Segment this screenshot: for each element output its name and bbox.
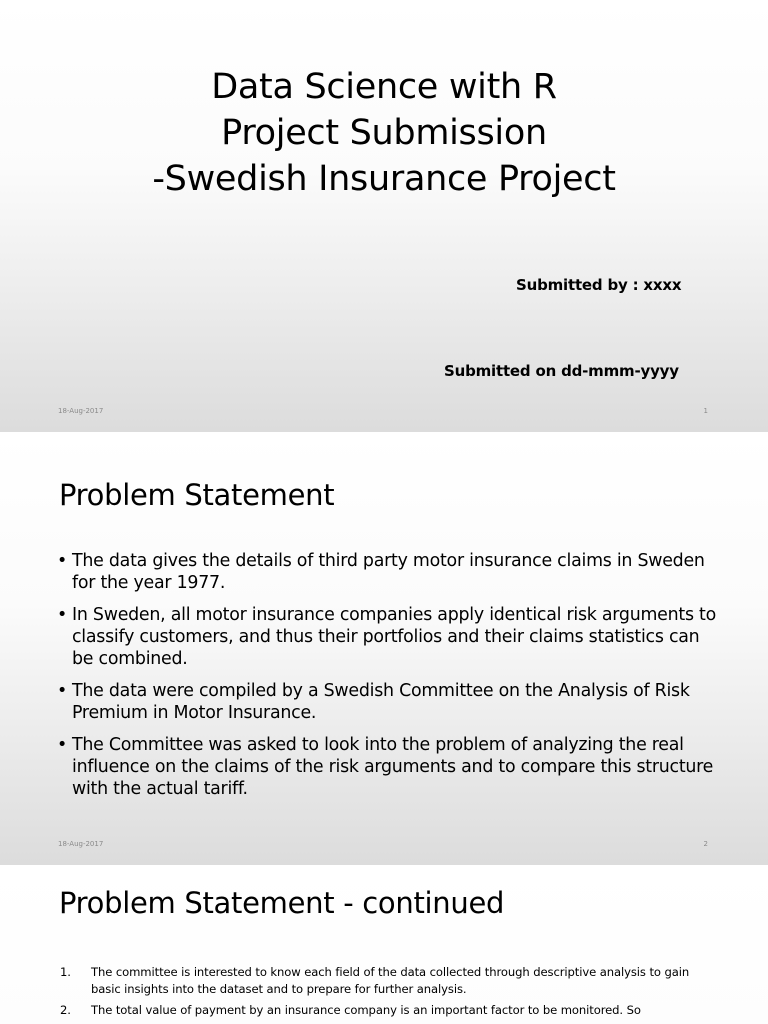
title-slide bbox=[0, 0, 768, 432]
bullet-list bbox=[57, 550, 717, 810]
list-text: The total value of payment by an insurance company is an important factor to be monitored. So bbox=[91, 1003, 641, 1017]
slide-number: 1 bbox=[703, 407, 708, 415]
list-item bbox=[60, 964, 712, 998]
slide-heading: Problem Statement - continued bbox=[59, 886, 505, 920]
bullet-item bbox=[57, 680, 717, 724]
bullet-item bbox=[57, 550, 717, 594]
problem-statement-slide bbox=[0, 433, 768, 865]
list-text: The committee is interested to know each field of the data collected through descriptive analysis to gain basic insights into the dataset and to prepare for further analysis. bbox=[91, 965, 690, 996]
footer-date: 18-Aug-2017 bbox=[58, 840, 104, 848]
list-number: 1. bbox=[60, 965, 71, 979]
slide-title bbox=[0, 64, 768, 202]
slide-number: 2 bbox=[703, 840, 708, 848]
problem-statement-continued-slide bbox=[0, 866, 768, 1024]
bullet-text: The data gives the details of third party motor insurance claims in Sweden for the year 1977. bbox=[72, 551, 705, 593]
bullet-item bbox=[57, 734, 717, 800]
bullet-item bbox=[57, 604, 717, 670]
title-line: -Swedish Insurance Project bbox=[152, 159, 616, 199]
submitted-by: Submitted by : xxxx bbox=[516, 276, 682, 294]
bullet-text: The data were compiled by a Swedish Committee on the Analysis of Risk Premium in Motor Insurance. bbox=[72, 681, 690, 723]
numbered-list bbox=[60, 964, 712, 1023]
list-item bbox=[60, 1002, 712, 1019]
title-line: Data Science with R bbox=[211, 67, 557, 107]
title-line: Project Submission bbox=[221, 113, 547, 153]
slide-heading: Problem Statement bbox=[59, 478, 335, 512]
footer-date: 18-Aug-2017 bbox=[58, 407, 104, 415]
bullet-glyph: • bbox=[57, 735, 68, 755]
bullet-glyph: • bbox=[57, 605, 68, 625]
bullet-glyph: • bbox=[57, 551, 68, 571]
bullet-text: The Committee was asked to look into the problem of analyzing the real influence on the claims of the risk arguments and to compare this structure with the actual tariff. bbox=[72, 735, 714, 799]
bullet-glyph: • bbox=[57, 681, 68, 701]
list-number: 2. bbox=[60, 1003, 71, 1017]
submitted-on: Submitted on dd-mmm-yyyy bbox=[444, 362, 679, 380]
bullet-text: In Sweden, all motor insurance companies apply identical risk arguments to classify customers, and thus their portfolios and their claims statistics can be combined. bbox=[72, 605, 716, 669]
